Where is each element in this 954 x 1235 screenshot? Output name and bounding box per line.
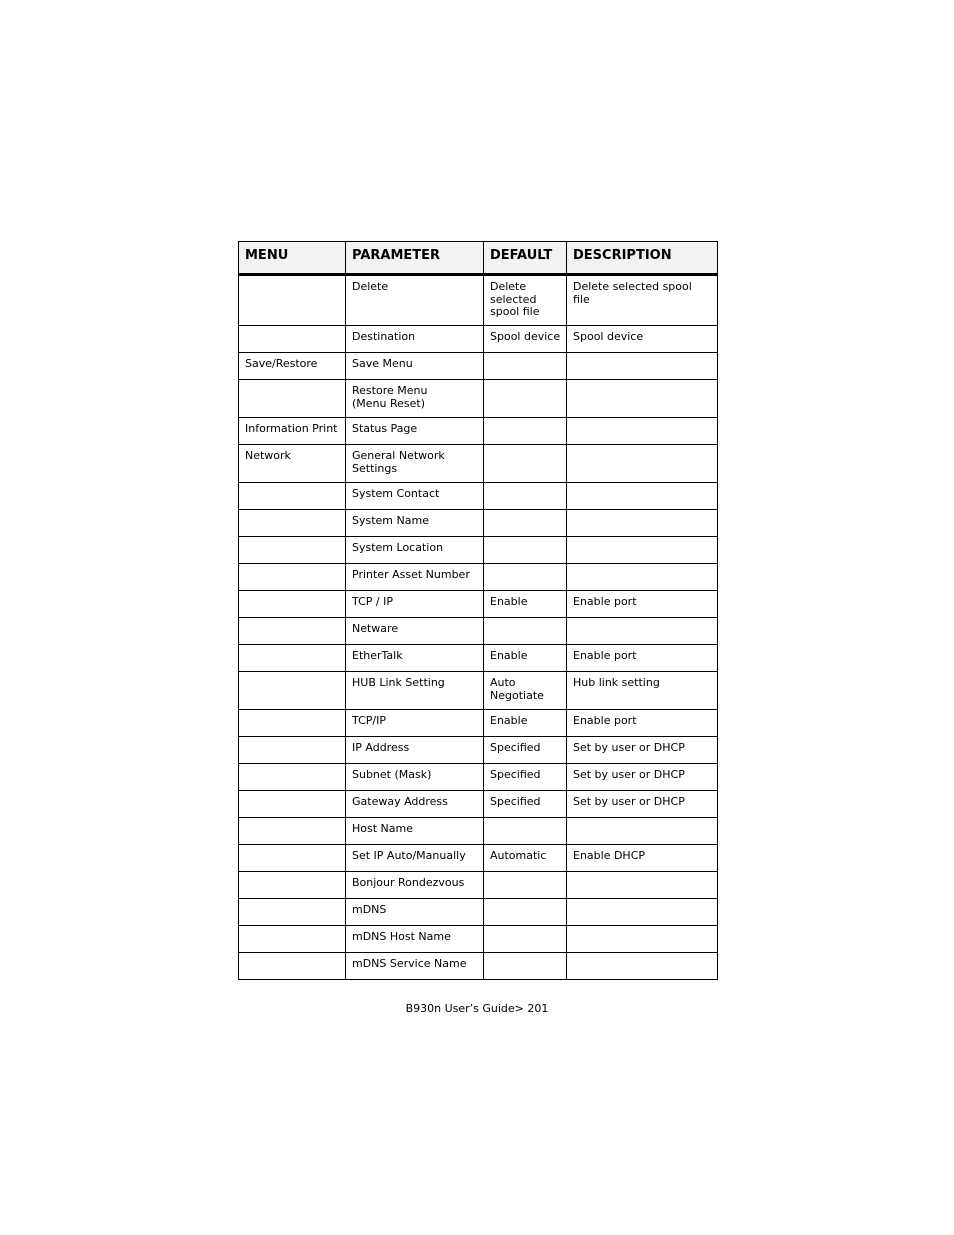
menu-cell-text: Information Print — [245, 422, 338, 435]
menu-cell — [239, 618, 346, 645]
table-row — [239, 564, 718, 591]
default-cell — [484, 564, 567, 591]
default-cell — [484, 872, 567, 899]
default-cell — [484, 818, 567, 845]
table-row — [239, 737, 718, 764]
table-row — [239, 537, 718, 564]
default-cell — [484, 380, 567, 418]
description-cell — [567, 445, 718, 483]
description-cell — [567, 591, 718, 618]
description-cell — [567, 645, 718, 672]
default-cell-text: Automatic — [490, 849, 547, 862]
table-row — [239, 926, 718, 953]
default-cell — [484, 618, 567, 645]
parameter-cell — [346, 710, 484, 737]
default-cell — [484, 326, 567, 353]
parameter-cell — [346, 672, 484, 710]
parameter-cell — [346, 953, 484, 980]
default-cell — [484, 483, 567, 510]
menu-cell — [239, 818, 346, 845]
default-cell-text: Specified — [490, 768, 541, 781]
parameter-cell-text: Set IP Auto/Manually — [352, 849, 466, 862]
parameter-cell — [346, 791, 484, 818]
parameter-cell — [346, 818, 484, 845]
parameter-cell-text: Delete — [352, 280, 389, 293]
parameter-cell-text: Status Page — [352, 422, 418, 435]
parameter-cell-text: mDNS Service Name — [352, 957, 467, 970]
table-row — [239, 645, 718, 672]
parameter-cell — [346, 275, 484, 326]
parameter-cell — [346, 418, 484, 445]
menu-cell — [239, 275, 346, 326]
default-cell — [484, 845, 567, 872]
parameter-cell-text: HUB Link Setting — [352, 676, 445, 689]
description-cell — [567, 380, 718, 418]
menu-cell — [239, 953, 346, 980]
description-cell-text: Enable port — [573, 595, 637, 608]
parameter-cell-text: TCP / IP — [352, 595, 393, 608]
page-footer: B930n User’s Guide> 201 — [405, 1002, 549, 1015]
parameter-cell — [346, 564, 484, 591]
description-cell-text: Set by user or DHCP — [573, 795, 685, 808]
menu-parameter-table — [238, 241, 718, 980]
default-cell — [484, 791, 567, 818]
default-cell — [484, 445, 567, 483]
parameter-cell-text: System Location — [352, 541, 444, 554]
parameter-cell — [346, 899, 484, 926]
parameter-cell — [346, 353, 484, 380]
menu-cell-text: Network — [245, 449, 291, 462]
header-menu: MENU — [239, 242, 346, 275]
description-cell — [567, 899, 718, 926]
description-cell-text: Enable port — [573, 649, 637, 662]
default-cell — [484, 591, 567, 618]
parameter-cell — [346, 537, 484, 564]
parameter-cell-text: Netware — [352, 622, 399, 635]
menu-cell — [239, 899, 346, 926]
table-row — [239, 591, 718, 618]
description-cell — [567, 564, 718, 591]
parameter-cell-text: IP Address — [352, 741, 410, 754]
default-cell-text: Enable — [490, 595, 528, 608]
default-cell-text: Enable — [490, 649, 528, 662]
parameter-cell — [346, 845, 484, 872]
default-cell — [484, 672, 567, 710]
parameter-cell — [346, 591, 484, 618]
header-description: DESCRIPTION — [567, 242, 718, 275]
table-row — [239, 818, 718, 845]
description-cell — [567, 618, 718, 645]
default-cell — [484, 764, 567, 791]
parameter-cell — [346, 445, 484, 483]
table-row — [239, 899, 718, 926]
parameter-cell — [346, 618, 484, 645]
description-cell-text: Set by user or DHCP — [573, 741, 685, 754]
default-cell-text: Specified — [490, 741, 541, 754]
menu-cell — [239, 645, 346, 672]
description-cell — [567, 275, 718, 326]
menu-cell — [239, 591, 346, 618]
description-cell — [567, 764, 718, 791]
menu-cell — [239, 445, 346, 483]
header-default: DEFAULT — [484, 242, 567, 275]
default-cell — [484, 953, 567, 980]
header-parameter: PARAMETER — [346, 242, 484, 275]
menu-cell — [239, 418, 346, 445]
default-cell — [484, 275, 567, 326]
parameter-cell — [346, 326, 484, 353]
description-cell — [567, 418, 718, 445]
parameter-cell-text: Bonjour Rondezvous — [352, 876, 465, 889]
parameter-cell-text: Gateway Address — [352, 795, 448, 808]
parameter-cell — [346, 872, 484, 899]
default-cell-text: Specified — [490, 795, 541, 808]
table-row — [239, 618, 718, 645]
parameter-cell — [346, 764, 484, 791]
table-row — [239, 380, 718, 418]
default-cell-text: Delete selected spool file — [490, 280, 540, 318]
menu-cell — [239, 537, 346, 564]
description-cell — [567, 537, 718, 564]
default-cell-text: Auto Negotiate — [490, 676, 544, 702]
parameter-cell-text: TCP/IP — [352, 714, 386, 727]
parameter-cell-text: Printer Asset Number — [352, 568, 470, 581]
parameter-cell-text: System Contact — [352, 487, 440, 500]
menu-cell — [239, 872, 346, 899]
default-cell — [484, 645, 567, 672]
table-row — [239, 845, 718, 872]
default-cell — [484, 899, 567, 926]
menu-cell — [239, 791, 346, 818]
table-row — [239, 326, 718, 353]
parameter-cell — [346, 645, 484, 672]
description-cell-text: Enable port — [573, 714, 637, 727]
parameter-cell-text: Destination — [352, 330, 416, 343]
menu-cell — [239, 353, 346, 380]
table-row — [239, 791, 718, 818]
parameter-cell-text: mDNS — [352, 903, 387, 916]
parameter-cell-text: mDNS Host Name — [352, 930, 451, 943]
table-row — [239, 672, 718, 710]
description-cell — [567, 326, 718, 353]
parameter-cell-text: EtherTalk — [352, 649, 403, 662]
table-row — [239, 353, 718, 380]
default-cell — [484, 737, 567, 764]
menu-cell — [239, 564, 346, 591]
description-cell — [567, 791, 718, 818]
menu-cell — [239, 510, 346, 537]
menu-cell — [239, 710, 346, 737]
parameter-cell — [346, 510, 484, 537]
parameter-cell — [346, 926, 484, 953]
table-row — [239, 710, 718, 737]
description-cell — [567, 510, 718, 537]
menu-cell — [239, 737, 346, 764]
parameter-cell — [346, 483, 484, 510]
default-cell — [484, 926, 567, 953]
menu-cell — [239, 926, 346, 953]
description-cell — [567, 737, 718, 764]
table-row — [239, 764, 718, 791]
default-cell-text: Spool device — [490, 330, 561, 343]
description-cell-text: Hub link setting — [573, 676, 660, 689]
default-cell — [484, 710, 567, 737]
parameter-cell-text: Subnet (Mask) — [352, 768, 432, 781]
menu-cell — [239, 764, 346, 791]
description-cell — [567, 926, 718, 953]
description-cell — [567, 353, 718, 380]
table-row — [239, 872, 718, 899]
default-cell — [484, 510, 567, 537]
menu-cell — [239, 326, 346, 353]
default-cell — [484, 537, 567, 564]
menu-cell-text: Save/Restore — [245, 357, 318, 370]
description-cell-text: Enable DHCP — [573, 849, 646, 862]
default-cell — [484, 418, 567, 445]
table-row — [239, 275, 718, 326]
parameter-cell-text: General Network Settings — [352, 449, 445, 475]
description-cell — [567, 872, 718, 899]
menu-cell — [239, 483, 346, 510]
table-row — [239, 445, 718, 483]
table-body — [239, 275, 718, 980]
description-cell-text: Set by user or DHCP — [573, 768, 685, 781]
menu-cell — [239, 672, 346, 710]
description-cell-text: Spool device — [573, 330, 644, 343]
description-cell — [567, 710, 718, 737]
description-cell — [567, 483, 718, 510]
table-row — [239, 953, 718, 980]
default-cell-text: Enable — [490, 714, 528, 727]
parameter-cell — [346, 380, 484, 418]
default-cell — [484, 353, 567, 380]
description-cell — [567, 672, 718, 710]
table-row — [239, 483, 718, 510]
description-cell — [567, 818, 718, 845]
parameter-cell — [346, 737, 484, 764]
parameter-cell-text: Host Name — [352, 822, 413, 835]
description-cell-text: Delete selected spool file — [573, 280, 692, 306]
menu-cell — [239, 845, 346, 872]
table-row — [239, 418, 718, 445]
description-cell — [567, 845, 718, 872]
description-cell — [567, 953, 718, 980]
parameter-cell-text: System Name — [352, 514, 429, 527]
menu-cell — [239, 380, 346, 418]
table-row — [239, 510, 718, 537]
table-header-row — [239, 242, 718, 275]
parameter-cell-text: Save Menu — [352, 357, 413, 370]
parameter-cell-text: Restore Menu (Menu Reset) — [352, 384, 428, 410]
